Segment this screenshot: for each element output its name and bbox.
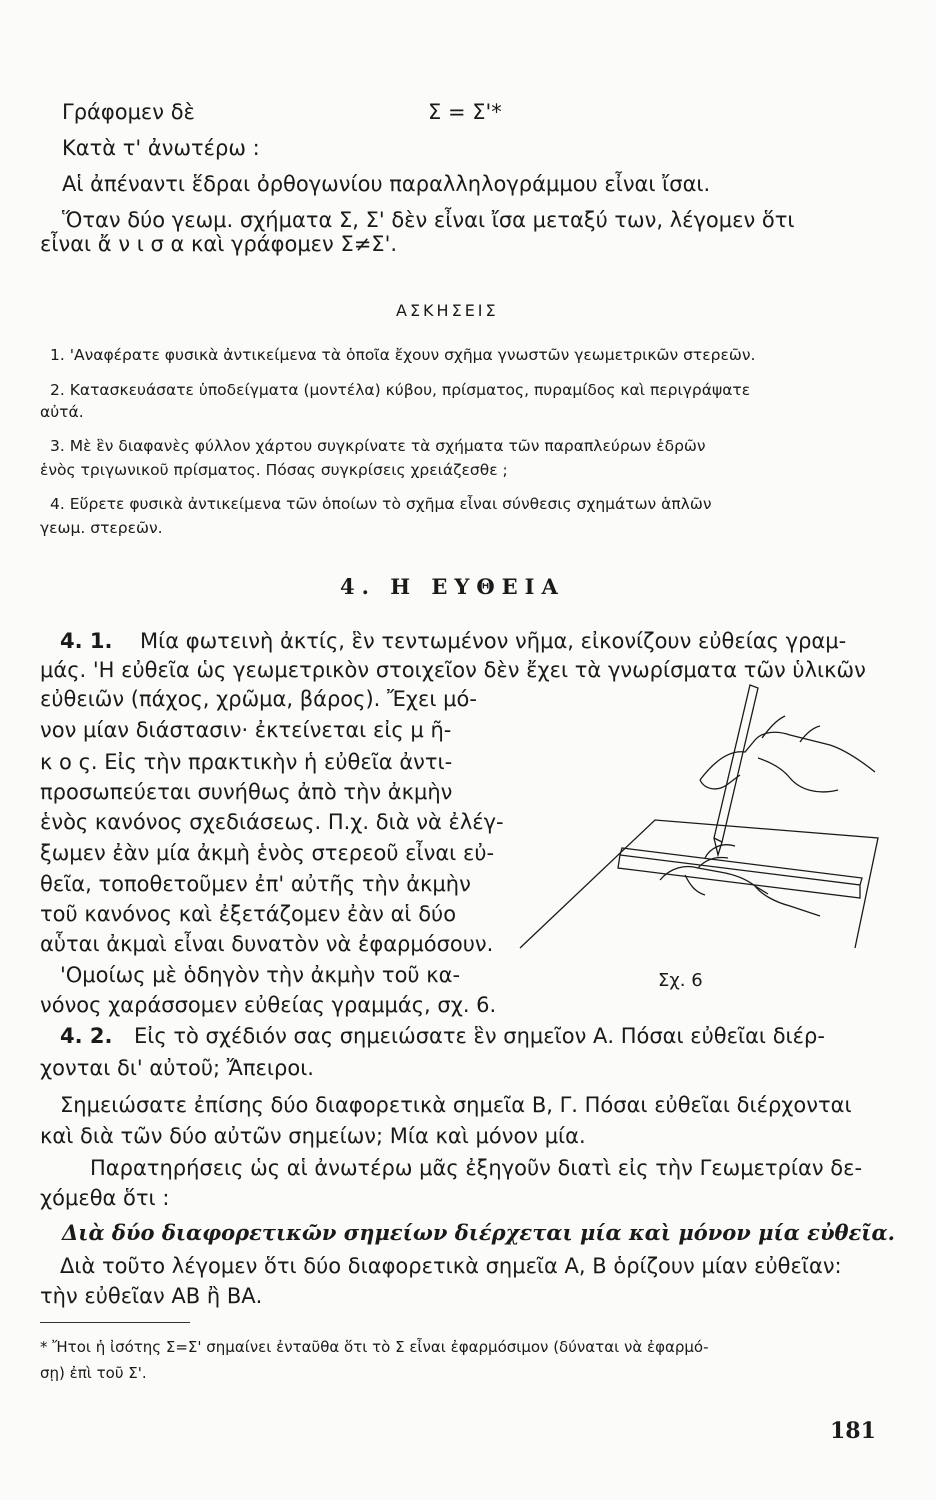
p1-line-3: εὐθειῶν (πάχος, χρῶμα, βάρος). Ἔχει μό- — [40, 687, 477, 711]
exercise-4a: 4. Εὕρετε φυσικὰ ἀντικείμενα τῶν ὁποίων τὸ σχῆμα εἶναι σύνθεσις σχημάτων ἁπλῶν — [50, 495, 712, 513]
exercises-title: ΑΣΚΗΣΕΙΣ — [396, 301, 499, 320]
pencil — [714, 685, 758, 842]
p1-line-4: νον μίαν διάστασιν· ἐκτείνεται εἰς μ ῆ- — [40, 718, 452, 742]
p1-line-9: θεῖα, τοποθετοῦμεν ἐπ' αὐτῆς τὴν ἀκμὴν — [40, 872, 471, 896]
intro-line-1a: Γράφομεν δὲ — [62, 100, 195, 124]
p2-line-8: τὴν εὐθεῖαν ΑΒ ἢ ΒΑ. — [40, 1284, 263, 1308]
paragraph-number-4-2: 4. 2. — [60, 1024, 113, 1048]
p2-line-2: χονται δι' αὐτοῦ; Ἄπειροι. — [40, 1056, 314, 1080]
intro-line-1b: Σ = Σ'* — [428, 100, 502, 124]
p2-line-1: Εἰς τὸ σχέδιόν σας σημειώσατε ἓν σημεῖον Α. Πόσαι εὐθεῖαι διέρ- — [134, 1024, 825, 1048]
ruler-edge — [620, 848, 862, 885]
paper-sheet-outline — [520, 820, 878, 948]
paragraph-number-4-1: 4. 1. — [60, 629, 113, 653]
exercise-4b: γεωμ. στερεῶν. — [40, 519, 163, 537]
p2-line-3: Σημειώσατε ἐπίσης δύο διαφορετικὰ σημεῖα Β, Γ. Πόσαι εὐθεῖαι διέρχονται — [60, 1093, 852, 1117]
p2-line-7: Διὰ τοῦτο λέγομεν ὅτι δύο διαφορετικὰ σημεῖα Α, Β ὁρίζουν μίαν εὐθεῖαν: — [60, 1254, 842, 1278]
p2-line-5: Παρατηρήσεις ὡς αἱ ἀνωτέρω μᾶς ἐξηγοῦν διατὶ εἰς τὴν Γεωμετρίαν δε- — [90, 1156, 863, 1180]
p1-line-12: 'Ομοίως μὲ ὁδηγὸν τὴν ἀκμὴν τοῦ κα- — [60, 963, 461, 987]
intro-line-4: Ὅταν δύο γεωμ. σχήματα Σ, Σ' δὲν εἶναι ἴσα μεταξύ των, λέγομεν ὅτι — [62, 208, 795, 232]
footnote-line-1: * Ἤτοι ἡ ἰσότης Σ=Σ' σημαίνει ἐνταῦθα ὅτι τὸ Σ εἶναι ἐφαρμόσιμον (δύναται νὰ ἐφαρμό- — [40, 1338, 709, 1356]
intro-line-3: Αἱ ἀπέναντι ἕδραι ὀρθογωνίου παραλληλογράμμου εἶναι ἴσαι. — [62, 172, 711, 196]
exercise-3b: ἑνὸς τριγωνικοῦ πρίσματος. Πόσας συγκρίσεις χρειάζεσθε ; — [40, 461, 508, 479]
exercise-3a: 3. Μὲ ἓν διαφανὲς φύλλον χάρτου συγκρίνατε τὰ σχήματα τῶν παραπλεύρων ἑδρῶν — [50, 437, 706, 455]
upper-hand-outline — [700, 732, 875, 780]
footnote-line-2: σῃ) ἐπὶ τοῦ Σ'. — [40, 1364, 147, 1382]
axiom-statement: Διὰ δύο διαφορετικῶν σημείων διέρχεται μία καὶ μόνον μία εὐθεῖα. — [62, 1220, 895, 1245]
p1-line-8: ξωμεν ἐὰν μία ἀκμὴ ἑνὸς στερεοῦ εἶναι εὐ- — [40, 841, 495, 865]
figure-ruler-drawing — [500, 680, 880, 970]
p1-line-6: προσωπεύεται συνήθως ἀπὸ τὴν ἀκμὴν — [40, 780, 453, 804]
p1-line-7: ἑνὸς κανόνος σχεδιάσεως. Π.χ. διὰ νὰ ἐλέγ- — [40, 810, 504, 834]
p1-line-1: Μία φωτεινὴ ἀκτίς, ἓν τεντωμένον νῆμα, εἰκονίζουν εὐθείας γραμ- — [140, 629, 847, 653]
p1-line-11: αὗται ἀκμαὶ εἶναι δυνατὸν νὰ ἐφαρμόσουν. — [40, 932, 494, 956]
footnote-divider — [40, 1322, 190, 1323]
exercise-2b: αὐτά. — [40, 403, 84, 421]
p1-line-5: κ ο ς. Εἰς τὴν πρακτικὴν ἡ εὐθεῖα ἀντι- — [40, 750, 453, 774]
p1-line-13: νόνος χαράσσομεν εὐθείας γραμμάς, σχ. 6. — [40, 993, 497, 1017]
exercise-2a: 2. Κατασκευάσατε ὑποδείγματα (μοντέλα) κύβου, πρίσματος, πυραμίδος καὶ περιγράψατε — [50, 381, 751, 399]
intro-line-5: εἶναι ἄ ν ι σ α καὶ γράφομεν Σ≠Σ'. — [40, 232, 398, 256]
p2-line-4: καὶ διὰ τῶν δύο αὐτῶν σημείων; Μία καὶ μόνον μία. — [40, 1124, 586, 1148]
p1-line-2: μάς. 'Η εὐθεῖα ὡς γεωμετρικὸν στοιχεῖον δὲν ἔχει τὰ γνωρίσματα τῶν ὑλικῶν — [40, 658, 866, 682]
p1-line-10: τοῦ κανόνος καὶ ἐξετάζομεν ἐὰν αἱ δύο — [40, 902, 457, 926]
figure-caption: Σχ. 6 — [658, 970, 703, 991]
exercise-1: 1. 'Αναφέρατε φυσικὰ ἀντικείμενα τὰ ὁποῖα ἔχουν σχῆμα γνωστῶν γεωμετρικῶν στερεῶν. — [50, 346, 756, 364]
page-number: 181 — [830, 1418, 876, 1444]
intro-line-2: Κατὰ τ' ἀνωτέρω : — [62, 136, 260, 160]
section-title: 4. Η ΕΥΘΕΙΑ — [340, 574, 565, 599]
p2-line-6: χόμεθα ὅτι : — [40, 1186, 170, 1210]
